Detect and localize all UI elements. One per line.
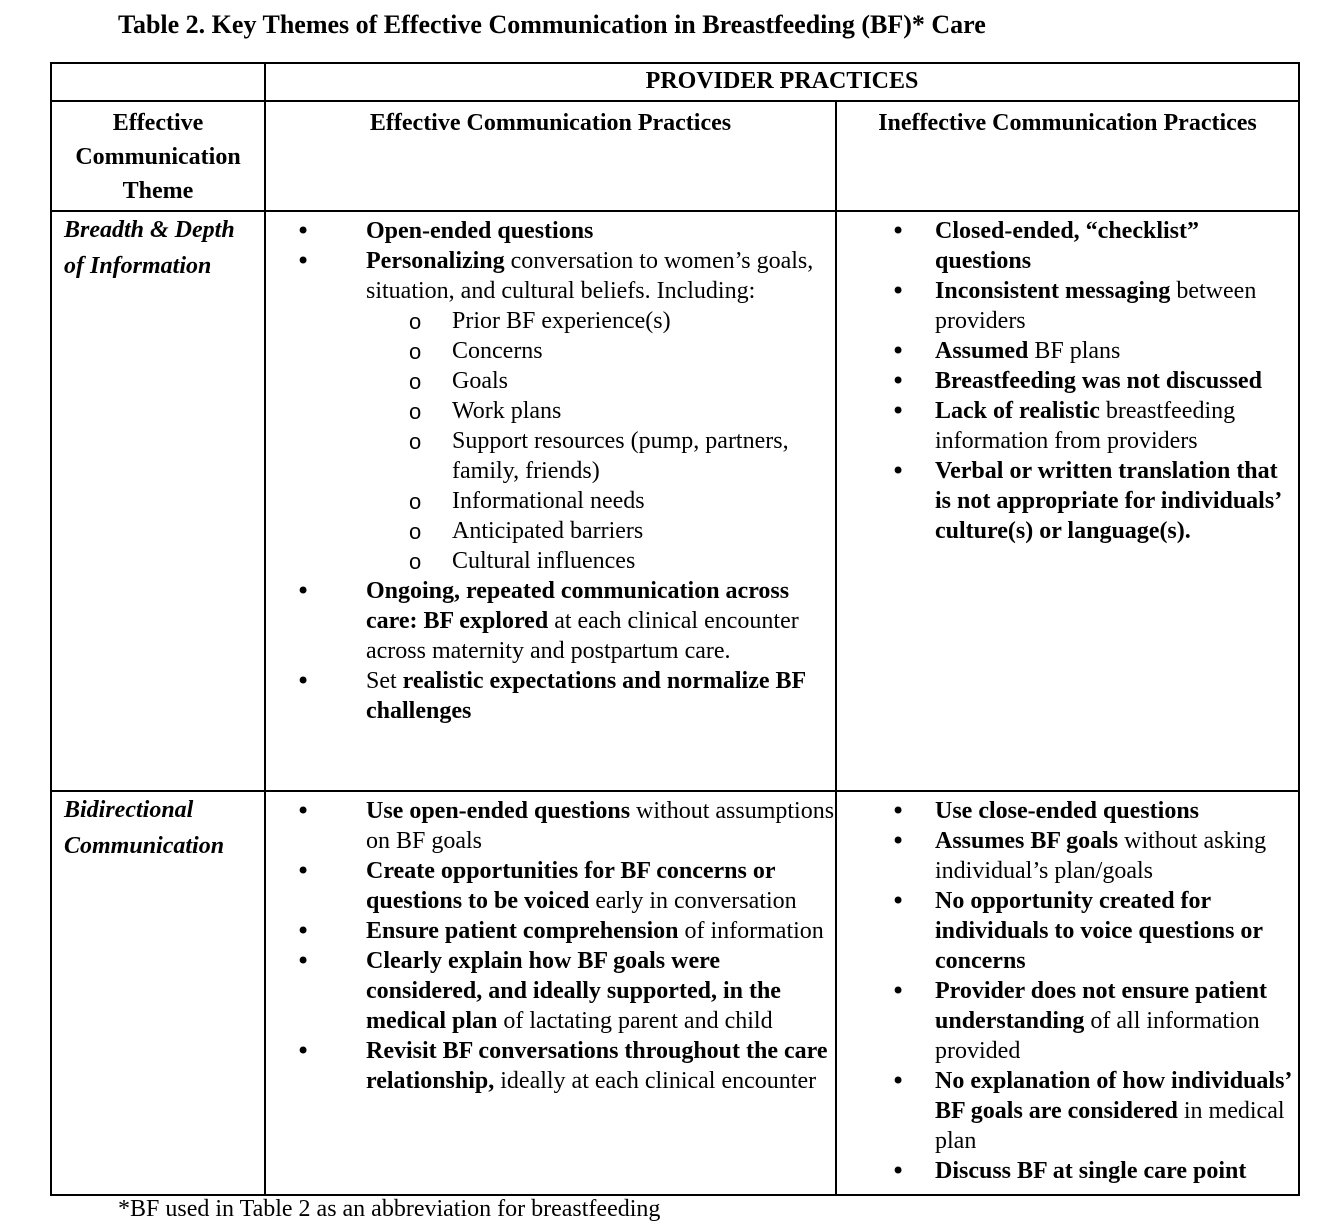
sub-list-item: o Goals [366, 366, 835, 396]
themes-table [50, 62, 1300, 1196]
sub-list-item: o Prior BF experience(s) [366, 306, 835, 336]
provider-practices-header: PROVIDER PRACTICES [265, 63, 1299, 101]
list-item: • Inconsistent messaging between providers [837, 276, 1298, 336]
theme-cell: Bidirectional Communication [51, 791, 265, 1195]
ineffective-practices-cell [836, 791, 1299, 1195]
sub-list-item: o Concerns [366, 336, 835, 366]
ineffective-practices-cell [836, 211, 1299, 791]
list-item: • Assumed BF plans [837, 336, 1298, 366]
sub-list-item: o Cultural influences [366, 546, 835, 576]
list-item: • Personalizing conversation to women’s goals, situation, and cultural beliefs. Including: o Prior BF experience(s) o Concerns o Goals o Work plans o Support resources (pump, partners, family, friends) o Informational needs o Anticipated barriers o Cultural influences [266, 246, 835, 576]
table-caption: Table 2. Key Themes of Effective Communication in Breastfeeding (BF)* Care [118, 10, 986, 39]
list-item: • Provider does not ensure patient understanding of all information provided [837, 976, 1298, 1066]
sub-list-item: o Informational needs [366, 486, 835, 516]
effective-practices-cell [265, 211, 836, 791]
list-item: • Assumes BF goals without asking individual’s plan/goals [837, 826, 1298, 886]
header-empty-cell [51, 63, 265, 101]
list-item: • Open-ended questions [266, 216, 835, 246]
footnote: *BF used in Table 2 as an abbreviation for breastfeeding [118, 1196, 661, 1222]
list-item: • Clearly explain how BF goals were considered, and ideally supported, in the medical plan of lactating parent and child [266, 946, 835, 1036]
sub-list-item: o Anticipated barriers [366, 516, 835, 546]
list-item: • No explanation of how individuals’ BF goals are considered in medical plan [837, 1066, 1298, 1156]
list-item: • Use open-ended questions without assumptions on BF goals [266, 796, 835, 856]
sub-list-item: o Work plans [366, 396, 835, 426]
list-item: • Ongoing, repeated communication across care: BF explored at each clinical encounter across maternity and postpartum care. [266, 576, 835, 666]
sub-list [366, 306, 835, 576]
effective-column-header: Effective Communication Practices [265, 101, 836, 211]
table-row [51, 211, 1299, 791]
ineffective-column-header: Ineffective Communication Practices [836, 101, 1299, 211]
list-item: • Verbal or written translation that is not appropriate for individuals’ culture(s) or language(s). [837, 456, 1298, 546]
list-item: • Create opportunities for BF concerns or questions to be voiced early in conversation [266, 856, 835, 916]
theme-cell: Breadth & Depth of Information [51, 211, 265, 791]
list-item: • Set realistic expectations and normalize BF challenges [266, 666, 835, 726]
list-item: • Lack of realistic breastfeeding information from providers [837, 396, 1298, 456]
list-item: • Breastfeeding was not discussed [837, 366, 1298, 396]
theme-column-header: Effective Communication Theme [51, 101, 265, 211]
list-item: • Closed-ended, “checklist” questions [837, 216, 1298, 276]
list-item: • Revisit BF conversations throughout the care relationship, ideally at each clinical encounter [266, 1036, 835, 1096]
effective-practices-cell [265, 791, 836, 1195]
sub-list-item: o Support resources (pump, partners, family, friends) [366, 426, 835, 486]
list-item: • Ensure patient comprehension of information [266, 916, 835, 946]
table-row [51, 791, 1299, 1195]
list-item: • Use close-ended questions [837, 796, 1298, 826]
list-item: • Discuss BF at single care point [837, 1156, 1298, 1186]
list-item: • No opportunity created for individuals to voice questions or concerns [837, 886, 1298, 976]
